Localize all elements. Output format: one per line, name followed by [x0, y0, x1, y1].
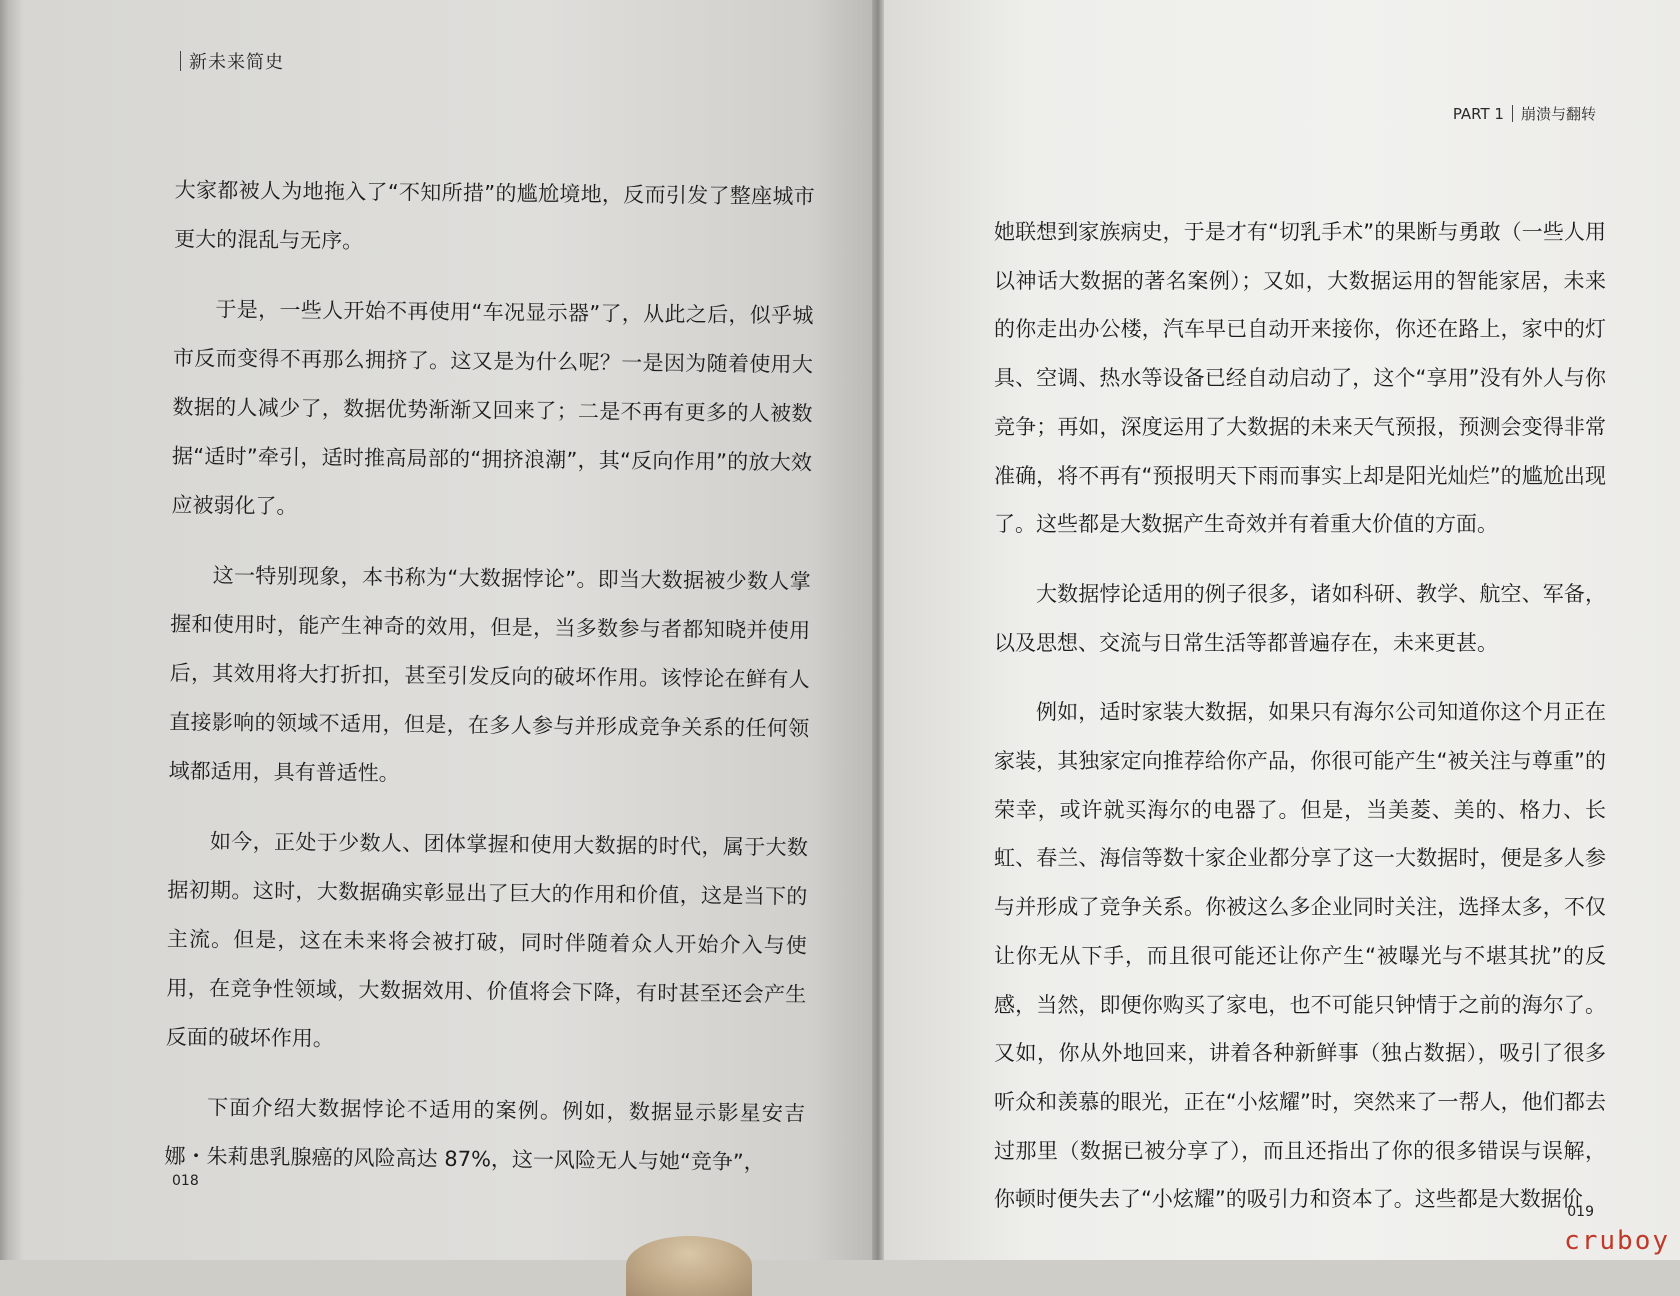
- left-paragraph-3: 这一特别现象，本书称为“大数据悖论”。即当大数据被少数人掌握和使用时，能产生神奇的效用，但是，当多数参与者都知晓并使用后，其效用将大打折扣，甚至引发反向的破坏作用。该悖论在鲜有人直接影响的领域不适用，但是，在多人参与并形成竞争关系的任何领域都适用，具有普适性。: [168, 563, 811, 786]
- left-page: [24, 0, 882, 1260]
- part-title: 崩溃与翻转: [1520, 105, 1596, 123]
- right-page: [884, 0, 1680, 1260]
- right-running-head: [1453, 103, 1596, 124]
- left-body-text: [164, 166, 815, 1209]
- part-label: PART 1: [1452, 105, 1504, 123]
- watermark: cruboy: [1564, 1226, 1670, 1256]
- left-running-head: [180, 48, 284, 74]
- running-head-divider: [180, 51, 181, 71]
- right-page-number: 019: [1567, 1204, 1594, 1220]
- left-paragraph-1: 大家都被人为地拖入了“不知所措”的尴尬境地，反而引发了整座城市更大的混乱与无序。: [174, 177, 815, 253]
- right-body-text: [994, 208, 1606, 1245]
- right-paragraph-3: 例如，适时家装大数据，如果只有海尔公司知道你这个月正在家装，其独家定向推荐给你产品，你很可能产生“被关注与尊重”的荣幸，或许就买海尔的电器了。但是，当美菱、美的、格力、长虹、春兰、海信等数十家企业都分享了这一大数据时，便是多人参与并形成了竞争关系。你被这么多企业同时关注，选择太多，不仅让你无从下手，而且很可能还让你产生“被曝光与不堪其扰”的反感，当然，即便你购买了家电，也不可能只钟情于之前的海尔了。又如，你从外地回来，讲着各种新鲜事（独占数据），吸引了很多听众和羡慕的眼光，正在“小炫耀”时，突然来了一帮人，他们都去过那里（数据已被分享了），而且还指出了你的很多错误与误解，你顿时便失去了“小炫耀”的吸引力和资本了。这些都是大数据价: [994, 700, 1606, 1212]
- book-title: 新未来简史: [189, 52, 284, 73]
- left-paragraph-4: 如今，正处于少数人、团体掌握和使用大数据的时代，属于大数据初期。这时，大数据确实彰显出了巨大的作用和价值，这是当下的主流。但是，这在未来将会被打破，同时伴随着众人开始介入与使用，在竞争性领域，大数据效用、价值将会下降，有时甚至还会产生反面的破坏作用。: [165, 829, 809, 1051]
- left-paragraph-5: 下面介绍大数据悖论不适用的案例。例如，数据显示影星安吉娜・朱莉患乳腺癌的风险高达 87%，这一风险无人与她“竞争”，: [164, 1095, 806, 1175]
- right-paragraph-1: 她联想到家族病史，于是才有“切乳手术”的果断与勇敢（一些人用以神话大数据的著名案例）；又如，大数据运用的智能家居，未来的你走出办公楼，汽车早已自动开来接你，你还在路上，家中的灯具、空调、热水等设备已经自动启动了，这个“享用”没有外人与你竞争；再如，深度运用了大数据的未来天气预报，预测会变得非常准确，将不再有“预报明天下雨而事实上却是阳光灿烂”的尴尬出现了。这些都是大数据产生奇效并有着重大价值的方面。: [994, 220, 1606, 537]
- page-stack-edge: [0, 0, 24, 1260]
- right-paragraph-2: 大数据悖论适用的例子很多，诸如科研、教学、航空、军备，以及思想、交流与日常生活等都普遍存在，未来更甚。: [994, 581, 1606, 655]
- book-spine: [872, 0, 884, 1260]
- thumb-holding-book: [626, 1236, 752, 1296]
- left-paragraph-2: 于是，一些人开始不再使用“车况显示器”了，从此之后，似乎城市反而变得不再那么拥挤了。这又是为什么呢？一是因为随着使用大数据的人减少了，数据优势渐渐又回来了；二是不再有更多的人被数据“适时”牵引，适时推高局部的“拥挤浪潮”，其“反向作用”的放大效应被弱化了。: [171, 297, 814, 519]
- running-head-divider: [1512, 105, 1513, 122]
- left-page-number: 018: [172, 1173, 199, 1189]
